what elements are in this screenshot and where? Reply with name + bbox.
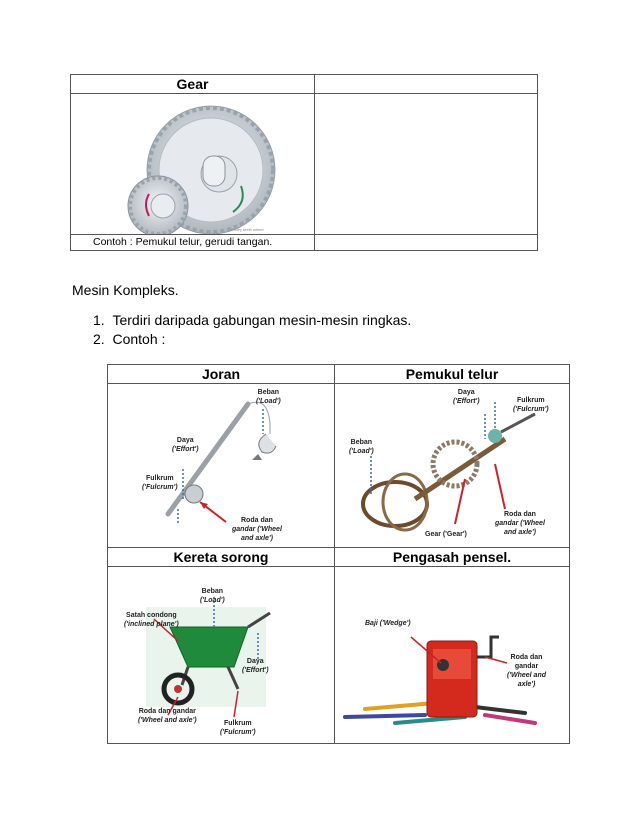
sharpener-image-cell (335, 567, 570, 744)
gear-table (70, 74, 538, 251)
label-fulcrum: Fulkrum ('Fulcrum') (142, 475, 178, 491)
wheelbarrow-header: Kereta sorong (108, 548, 335, 567)
label-effort: Daya ('Effort') (172, 437, 199, 453)
gear-image-cell (71, 94, 315, 235)
empty-header (315, 75, 538, 94)
list-text: Contoh : (112, 331, 166, 347)
label-wheel-axle: Roda dan gandar ('Wheel and axle') (232, 517, 282, 542)
label-wheel-axle: Roda dan gandar ('Wheel and axle') (495, 511, 545, 536)
joran-image-cell (108, 384, 335, 548)
label-effort: Daya ('Effort') (453, 389, 480, 405)
egg-beater-image-cell (335, 384, 570, 548)
wheelbarrow-image-cell (108, 567, 335, 744)
list-number: 2. (93, 331, 105, 347)
gear-caption: Contoh : Pemukul telur, gerudi tangan. (71, 235, 315, 251)
label-load: Beban ('Load') (200, 588, 225, 604)
label-fulcrum: Fulkrum ('Fulcrum') (220, 720, 256, 736)
list-number: 1. (93, 312, 105, 328)
label-wheel-axle: Roda dan gandar ('Wheel and axle') (138, 708, 197, 724)
label-effort: Daya ('Effort') (242, 658, 269, 674)
list-item (93, 312, 411, 328)
sharpener-header: Pengasah pensel. (335, 548, 570, 567)
label-load: Beban ('Load') (349, 439, 374, 455)
gear-image (71, 94, 314, 234)
empty-cell (315, 94, 538, 235)
gear-header: Gear (71, 75, 315, 94)
complex-machine-table (107, 364, 570, 744)
label-gear: Gear ('Gear') (425, 531, 467, 538)
label-fulcrum: Fulkrum ('Fulcrum') (513, 397, 549, 413)
list-text: Terdiri daripada gabungan mesin-mesin ringkas. (112, 312, 412, 328)
section-title: Mesin Kompleks. (72, 282, 179, 298)
egg-beater-header: Pemukul telur (335, 365, 570, 384)
label-load: Beban ('Load') (256, 389, 281, 405)
label-inclined-plane: Satah condong ('inclined plane') (124, 612, 179, 628)
gear-image-credit: Pulley teeth wheel (231, 227, 264, 232)
label-wheel-axle: Roda dan gandar ('Wheel and axle') (507, 654, 546, 688)
label-wedge: Baji ('Wedge') (365, 620, 411, 627)
joran-header: Joran (108, 365, 335, 384)
fishing-rod-image (108, 384, 334, 547)
list-item (93, 331, 165, 347)
empty-caption-cell (315, 235, 538, 251)
